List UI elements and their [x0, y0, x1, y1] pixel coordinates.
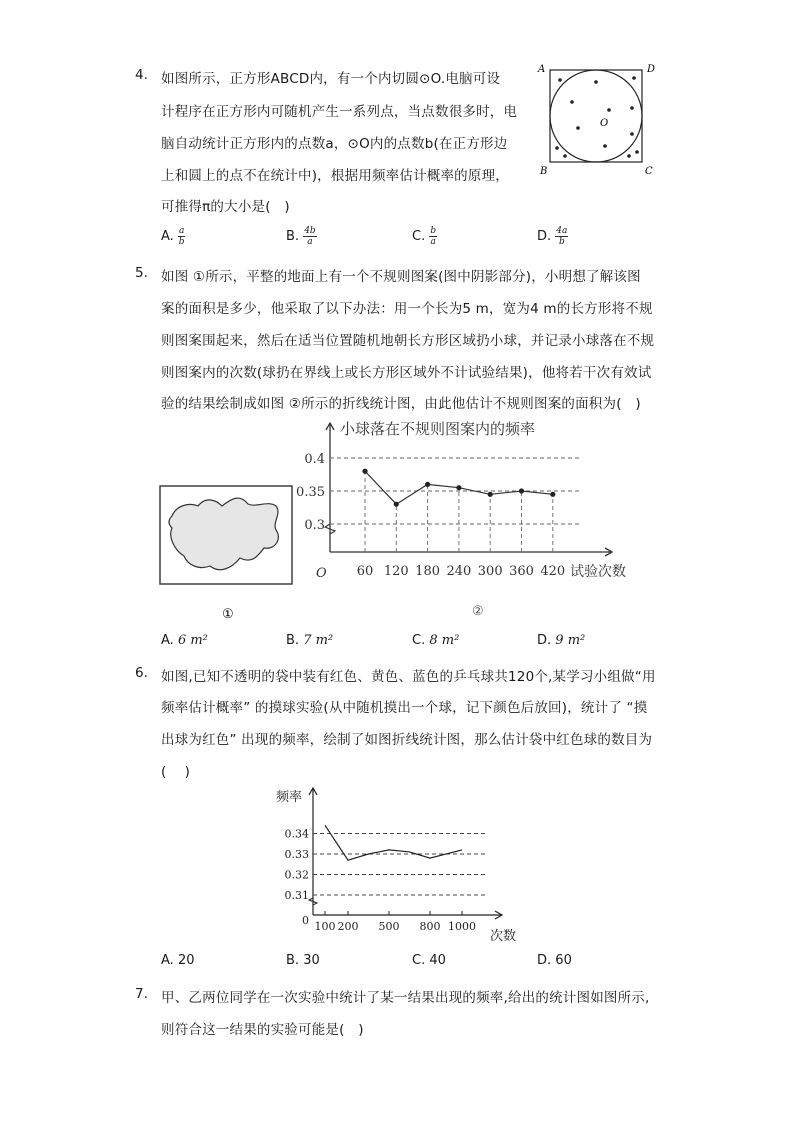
- option-letter: C.: [412, 953, 426, 968]
- option-letter: B.: [286, 953, 300, 968]
- question-text-line: 上和圆上的点不在统计中)，根据用频率估计概率的原理，: [161, 168, 509, 184]
- option-c[interactable]: [412, 226, 437, 247]
- option-d[interactable]: [537, 226, 568, 247]
- fraction: [555, 226, 568, 247]
- data-point: [488, 492, 493, 497]
- vertex-a-label: A: [538, 64, 546, 75]
- option-letter: D.: [537, 229, 552, 244]
- option-a[interactable]: [161, 953, 194, 968]
- square-circle-figure: [535, 58, 660, 178]
- question-text-line: 则图案内的次数(球扔在界线上或长方形区域外不计试验结果)，他将若干次有效试: [161, 365, 652, 381]
- question-number: 7.: [135, 986, 148, 1002]
- x-tick-label: 500: [378, 920, 400, 933]
- option-a[interactable]: [161, 226, 185, 247]
- question-text-line: 案的面积是多少，他采取了以下办法：用一个长为5 m，宽为4 m的长方形将不规: [161, 301, 653, 317]
- origin-label: 0: [302, 914, 309, 927]
- question-text-line: 如图所示，正方形ABCD内，有一个内切圆⊙O.电脑可设: [161, 71, 501, 87]
- x-tick-label: 360: [509, 564, 534, 579]
- x-tick-label: 1000: [448, 920, 476, 933]
- data-point: [362, 469, 367, 474]
- figure-1-label: ①: [222, 607, 234, 622]
- x-tick-label: 240: [446, 564, 472, 579]
- option-letter: D.: [537, 953, 552, 968]
- fraction: [178, 226, 185, 247]
- option-a[interactable]: [161, 633, 208, 648]
- option-letter: A.: [161, 229, 174, 244]
- y-axis-label: 频率: [276, 790, 303, 805]
- x-tick-label: 60: [356, 564, 374, 579]
- option-text: 40: [429, 953, 446, 968]
- option-letter: D.: [537, 633, 552, 648]
- option-b[interactable]: [286, 226, 317, 247]
- y-tick-label: 0.3: [304, 518, 325, 533]
- option-c[interactable]: [412, 633, 459, 648]
- option-text: 30: [303, 953, 320, 968]
- question-text-line: 则图案围起来，然后在适当位置随机地朝长方形区域扔小球，并记录小球落在不规: [161, 333, 655, 349]
- fraction-numerator: b: [430, 226, 437, 236]
- question-number: 5.: [135, 265, 148, 281]
- fraction: [429, 226, 437, 247]
- question-text-line: 验的结果绘制成如图 ②所示的折线统计图，由此他估计不规则图案的面积为( ): [161, 396, 641, 412]
- option-b[interactable]: [286, 633, 333, 648]
- y-tick-label: 0.34: [284, 827, 309, 841]
- question-text-line: 脑自动统计正方形内的点数a，⊙O内的点数b(在正方形边: [161, 136, 508, 152]
- x-tick-label: 300: [477, 564, 503, 579]
- question-number: 6.: [135, 665, 148, 681]
- fraction-denominator: a: [430, 237, 436, 247]
- fraction-numerator: 4b: [304, 226, 316, 236]
- option-letter: B.: [286, 229, 300, 244]
- y-tick-label: 0.33: [284, 848, 309, 861]
- data-point: [550, 492, 555, 497]
- option-d[interactable]: [537, 953, 572, 968]
- fraction-numerator: a: [178, 226, 185, 236]
- vertex-d-label: D: [647, 64, 656, 75]
- x-tick-label: 800: [419, 920, 441, 933]
- y-tick-label: 0.31: [284, 889, 309, 902]
- irregular-pattern-figure: [158, 484, 298, 624]
- x-tick-label: 180: [415, 564, 441, 579]
- option-text: 7 m²: [303, 633, 334, 648]
- question-text-line: 可推得π的大小是( ): [161, 199, 290, 215]
- x-tick-label: 100: [314, 920, 336, 933]
- data-point: [519, 488, 524, 493]
- data-point: [425, 482, 430, 487]
- frequency-line-chart-2: [270, 782, 530, 946]
- question-text-line: ( ): [161, 764, 191, 780]
- option-text: 60: [555, 953, 572, 968]
- option-b[interactable]: [286, 953, 320, 968]
- origin-label: O: [316, 566, 327, 581]
- option-letter: B.: [286, 633, 300, 648]
- x-axis-label: 试验次数: [570, 564, 626, 580]
- question-text-line: 频率估计概率” 的摸球实验(从中随机摸出一个球，记下颜色后放回)，统计了 “摸: [161, 700, 648, 716]
- question-text-line: 甲、乙两位同学在一次实验中统计了某一结果出现的频率,给出的统计图如图所示,: [161, 990, 650, 1006]
- y-tick-label: 0.4: [304, 452, 325, 467]
- fraction: [303, 226, 317, 247]
- option-c[interactable]: [412, 953, 446, 968]
- option-text: 6 m²: [177, 633, 208, 648]
- question-text-line: 如图,已知不透明的袋中装有红色、黄色、蓝色的乒乓球共120个,某学习小组做“用: [161, 669, 656, 685]
- option-text: 8 m²: [429, 633, 460, 648]
- x-tick-label: 120: [383, 564, 409, 579]
- question-number: 4.: [135, 67, 148, 83]
- question-text-line: 出球为红色” 出现的频率，绘制了如图折线统计图，那么估计袋中红色球的数目为: [161, 732, 653, 748]
- frequency-line-chart-1: [296, 415, 650, 625]
- chart-title: 小球落在不规则图案内的频率: [340, 420, 536, 438]
- y-tick-label: 0.32: [284, 868, 309, 882]
- option-d[interactable]: [537, 633, 585, 648]
- x-axis-label: 次数: [490, 929, 517, 944]
- fraction-numerator: 4a: [556, 226, 568, 236]
- fraction-denominator: b: [178, 237, 185, 247]
- question-text-line: 计程序在正方形内可随机产生一系列点，当点数很多时，电: [161, 104, 518, 120]
- center-o-label: O: [600, 118, 609, 129]
- vertex-b-label: B: [540, 166, 548, 177]
- data-point: [394, 502, 399, 507]
- y-tick-label: 0.35: [296, 485, 325, 500]
- fraction-denominator: b: [558, 237, 565, 247]
- option-text: 20: [177, 953, 195, 968]
- option-text: 9 m²: [555, 633, 586, 648]
- option-letter: C.: [412, 229, 426, 244]
- option-letter: C.: [412, 633, 426, 648]
- figure-2-label: ②: [472, 604, 484, 619]
- data-point: [456, 485, 461, 490]
- x-tick-label: 200: [337, 920, 359, 933]
- fraction-denominator: a: [307, 237, 313, 247]
- series-line: [325, 825, 462, 860]
- question-text-line: 则符合这一结果的实验可能是( ): [161, 1022, 364, 1038]
- question-text-line: 如图 ①所示，平整的地面上有一个不规则图案(图中阴影部分)，小明想了解该图: [161, 269, 641, 285]
- x-tick-label: 420: [540, 564, 566, 579]
- option-letter: A.: [161, 633, 174, 648]
- option-letter: A.: [161, 953, 174, 968]
- vertex-c-label: C: [645, 166, 653, 177]
